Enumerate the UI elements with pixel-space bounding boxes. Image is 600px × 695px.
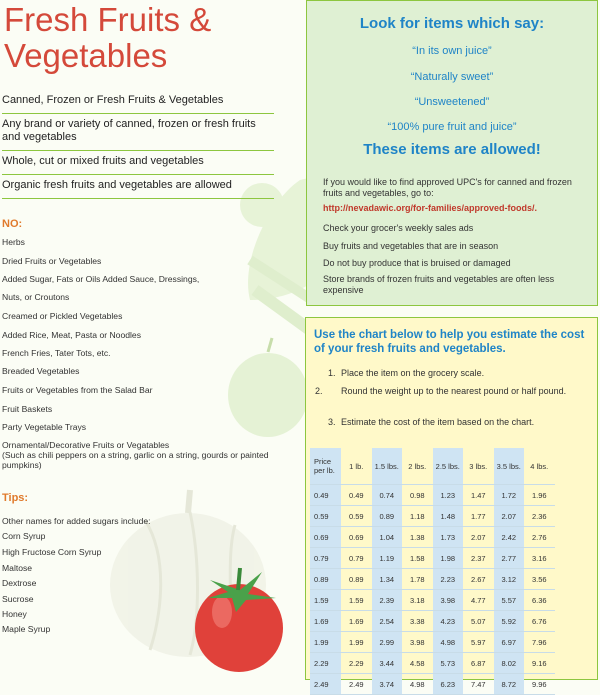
cost-cell: 1.99 xyxy=(341,632,372,653)
cost-cell: 1.72 xyxy=(494,485,525,506)
chart-heading: Use the chart below to help you estimate the cost of your fresh fruits and vegetables. xyxy=(314,329,585,355)
cost-cell: 2.54 xyxy=(372,611,403,632)
cost-cell: 1.04 xyxy=(372,527,403,548)
table-row xyxy=(310,653,555,674)
shopping-tip: Buy fruits and vegetables that are in season xyxy=(323,241,499,251)
cost-cell: 3.74 xyxy=(372,674,403,695)
cost-cell: 2.42 xyxy=(494,527,525,548)
cost-cell: 3.18 xyxy=(402,590,433,611)
table-row xyxy=(310,674,555,695)
no-item: Nuts, or Croutons xyxy=(2,292,70,302)
allowed-item: Canned, Frozen or Fresh Fruits & Vegetables xyxy=(2,90,274,114)
cost-cell: 2.67 xyxy=(463,569,494,590)
cost-cell: 8.72 xyxy=(494,674,525,695)
step-text: Round the weight up to the nearest pound or half pound. xyxy=(341,386,567,396)
chart-step xyxy=(328,417,588,428)
cost-cell: 2.49 xyxy=(341,674,372,695)
cost-cell: 0.98 xyxy=(402,485,433,506)
tip-item: Maple Syrup xyxy=(2,624,51,634)
look-for-heading: Look for items which say: xyxy=(359,15,545,32)
cost-cell: 1.77 xyxy=(463,506,494,527)
no-item: Creamed or Pickled Vegetables xyxy=(2,311,123,321)
quote-text: “In its own juice” xyxy=(412,45,492,57)
cost-cell: 1.34 xyxy=(372,569,403,590)
cost-cell: 2 lbs. xyxy=(402,448,433,485)
price-table xyxy=(310,448,555,695)
quote-text: “100% pure fruit and juice” xyxy=(387,121,517,133)
price-per-lb-cell: 1.69 xyxy=(310,611,341,632)
tips-intro: Other names for added sugars include: xyxy=(2,516,151,526)
cost-cell: 2.23 xyxy=(433,569,464,590)
quote-text: “Naturally sweet” xyxy=(410,71,494,83)
cost-cell: 2.76 xyxy=(524,527,555,548)
cost-cell: 4.98 xyxy=(433,632,464,653)
table-row xyxy=(310,632,555,653)
chart-step xyxy=(315,386,600,397)
price-per-lb-cell: 0.59 xyxy=(310,506,341,527)
cost-cell: 6.76 xyxy=(524,611,555,632)
cost-cell: 4.98 xyxy=(402,674,433,695)
cost-cell: 6.36 xyxy=(524,590,555,611)
tip-item: Sucrose xyxy=(2,594,34,604)
cost-cell: 1.5 lbs. xyxy=(372,448,403,485)
cost-cell: 3.12 xyxy=(494,569,525,590)
no-item: Ornamental/Decorative Fruits or Vegatables xyxy=(2,440,170,450)
quote-text: “Unsweetened” xyxy=(414,96,490,108)
cost-cell: 0.79 xyxy=(341,548,372,569)
price-per-lb-cell: 2.49 xyxy=(310,674,341,695)
table-row xyxy=(310,611,555,632)
cost-cell: 1.47 xyxy=(463,485,494,506)
cost-cell: 7.96 xyxy=(524,632,555,653)
cost-cell: 3.56 xyxy=(524,569,555,590)
table-row xyxy=(310,548,555,569)
cost-cell: 9.16 xyxy=(524,653,555,674)
page-title xyxy=(4,2,211,74)
step-number: 1. xyxy=(328,368,336,378)
cost-cell: 0.74 xyxy=(372,485,403,506)
cost-cell: 4.23 xyxy=(433,611,464,632)
no-item: Dried Fruits or Vegetables xyxy=(2,256,102,266)
allowed-items-list xyxy=(2,90,274,199)
tip-item: Honey xyxy=(2,609,27,619)
cost-cell: 2.5 lbs. xyxy=(433,448,464,485)
cost-cell: 1.98 xyxy=(433,548,464,569)
price-per-lb-cell: 2.29 xyxy=(310,653,341,674)
allowed-heading: These items are allowed! xyxy=(363,141,541,158)
allowed-item: Whole, cut or mixed fruits and vegetables xyxy=(2,151,274,175)
cost-cell: 3.98 xyxy=(402,632,433,653)
apple-illustration xyxy=(228,338,308,437)
look-for-box xyxy=(306,0,598,306)
cost-cell: 6.23 xyxy=(433,674,464,695)
table-header-row xyxy=(310,448,555,485)
no-item: Party Vegetable Trays xyxy=(2,422,87,432)
upc-text: If you would like to find approved UPC's for canned and frozen fruits and vegetables, go to: xyxy=(323,177,572,198)
cost-cell: 1.18 xyxy=(402,506,433,527)
cost-cell: 2.39 xyxy=(372,590,403,611)
cost-cell: 1.73 xyxy=(433,527,464,548)
cost-cell: 4.58 xyxy=(402,653,433,674)
table-row xyxy=(310,506,555,527)
allowed-item: Organic fresh fruits and vegetables are allowed xyxy=(2,175,274,199)
no-item: French Fries, Tater Tots, etc. xyxy=(2,348,111,358)
shopping-tip: Check your grocer's weekly sales ads xyxy=(323,223,474,233)
table-row xyxy=(310,485,555,506)
cost-cell: 2.07 xyxy=(463,527,494,548)
no-item: Added Rice, Meat, Pasta or Noodles xyxy=(2,330,142,340)
shopping-tip: Store brands of frozen fruits and vegetables are often less expensive xyxy=(323,274,555,295)
cost-cell: 1.58 xyxy=(402,548,433,569)
price-per-lb-cell: Price per lb. xyxy=(310,448,341,485)
cost-cell: 1.38 xyxy=(402,527,433,548)
approved-foods-link[interactable]: http://nevadawic.org/for-families/approved-foods/. xyxy=(323,203,538,213)
cost-cell: 6.87 xyxy=(463,653,494,674)
cost-cell: 2.29 xyxy=(341,653,372,674)
no-item: Breaded Vegetables xyxy=(2,366,80,376)
no-item: Fruits or Vegetables from the Salad Bar xyxy=(2,385,153,395)
title-line-2: Vegetables xyxy=(4,37,168,74)
no-item: Herbs xyxy=(2,237,25,247)
step-text: Place the item on the grocery scale. xyxy=(341,368,485,378)
cost-cell: 4.77 xyxy=(463,590,494,611)
cost-cell: 1.19 xyxy=(372,548,403,569)
table-row xyxy=(310,569,555,590)
cost-cell: 5.57 xyxy=(494,590,525,611)
cost-cell: 9.96 xyxy=(524,674,555,695)
tip-item: Maltose xyxy=(2,563,33,573)
shopping-tip: Do not buy produce that is bruised or damaged xyxy=(323,258,511,268)
price-per-lb-cell: 0.49 xyxy=(310,485,341,506)
cost-cell: 1.48 xyxy=(433,506,464,527)
cost-cell: 3.38 xyxy=(402,611,433,632)
cost-cell: 5.97 xyxy=(463,632,494,653)
cost-cell: 1 lb. xyxy=(341,448,372,485)
cost-cell: 3.5 lbs. xyxy=(494,448,525,485)
cost-cell: 5.92 xyxy=(494,611,525,632)
allowed-item: Any brand or variety of canned, frozen or fresh fruits and vegetables xyxy=(2,114,274,151)
price-per-lb-cell: 0.79 xyxy=(310,548,341,569)
step-number: 3. xyxy=(328,417,336,427)
cost-cell: 0.59 xyxy=(341,506,372,527)
ornamental-note: (Such as chili peppers on a string, garlic on a string, gourds or painted pumpkins) xyxy=(2,450,269,470)
cost-cell: 3.44 xyxy=(372,653,403,674)
cost-cell: 2.37 xyxy=(463,548,494,569)
cost-cell: 2.99 xyxy=(372,632,403,653)
table-row xyxy=(310,590,555,611)
tip-item: Dextrose xyxy=(2,578,37,588)
no-heading: NO: xyxy=(2,218,23,230)
price-per-lb-cell: 1.99 xyxy=(310,632,341,653)
cost-cell: 3.98 xyxy=(433,590,464,611)
cost-cell: 4 lbs. xyxy=(524,448,555,485)
cost-cell: 1.23 xyxy=(433,485,464,506)
cost-cell: 7.47 xyxy=(463,674,494,695)
cost-cell: 1.96 xyxy=(524,485,555,506)
cost-cell: 2.07 xyxy=(494,506,525,527)
step-text: Estimate the cost of the item based on the chart. xyxy=(341,417,535,427)
cost-cell: 5.73 xyxy=(433,653,464,674)
cost-cell: 0.69 xyxy=(341,527,372,548)
price-per-lb-cell: 0.89 xyxy=(310,569,341,590)
no-item: Fruit Baskets xyxy=(2,404,53,414)
cost-cell: 0.49 xyxy=(341,485,372,506)
cost-cell: 8.02 xyxy=(494,653,525,674)
tips-heading: Tips: xyxy=(2,492,29,504)
cost-cell: 1.69 xyxy=(341,611,372,632)
cost-cell: 5.07 xyxy=(463,611,494,632)
cost-cell: 0.89 xyxy=(372,506,403,527)
table-row xyxy=(310,527,555,548)
cost-cell: 3.16 xyxy=(524,548,555,569)
cost-cell: 6.97 xyxy=(494,632,525,653)
title-line-1: Fresh Fruits & xyxy=(4,1,212,38)
cost-cell: 2.77 xyxy=(494,548,525,569)
cost-cell: 1.78 xyxy=(402,569,433,590)
price-per-lb-cell: 0.69 xyxy=(310,527,341,548)
price-chart-box xyxy=(305,317,598,689)
tip-item: Corn Syrup xyxy=(2,531,46,541)
cost-cell: 0.89 xyxy=(341,569,372,590)
step-number: 2. xyxy=(315,386,323,396)
price-per-lb-cell: 1.59 xyxy=(310,590,341,611)
cost-cell: 3 lbs. xyxy=(463,448,494,485)
chart-step xyxy=(328,368,588,379)
cost-cell: 2.36 xyxy=(524,506,555,527)
tip-item: High Fructose Corn Syrup xyxy=(2,547,102,557)
cost-cell: 1.59 xyxy=(341,590,372,611)
no-item: Added Sugar, Fats or Oils Added Sauce, Dressings, xyxy=(2,274,200,284)
